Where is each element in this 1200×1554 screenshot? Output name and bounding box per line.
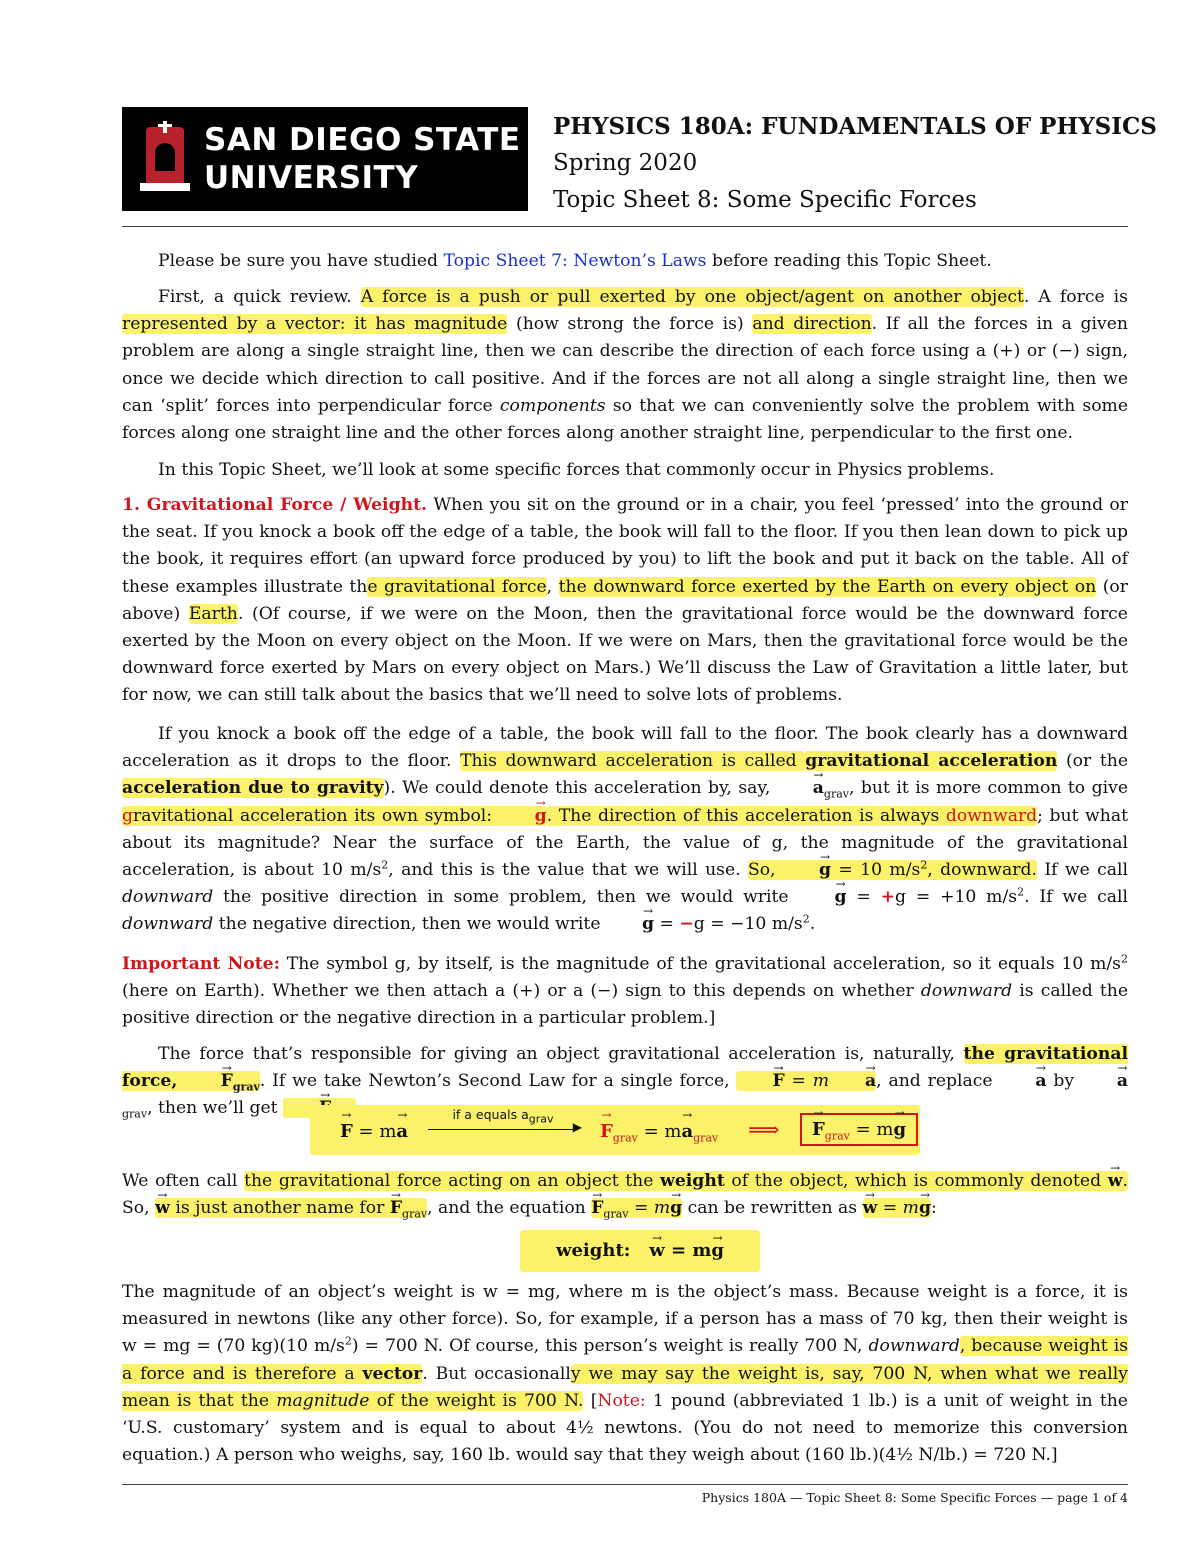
header-rule [122, 226, 1128, 227]
logo-line1: SAN DIEGO STATE [204, 122, 521, 158]
intro-paragraph-3: In this Topic Sheet, we’ll look at some specific forces that commonly occur in Physics problems. [158, 460, 995, 480]
university-logo [122, 107, 528, 211]
document-header [553, 108, 1157, 219]
section-gravitational-force: 1. Gravitational Force / Weight. When you sit on the ground or in a chair, you feel ‘pressed’ into the ground or the seat. If you knock a book off the edge of a table, the book will fall to the floor. If you then lean down to pick up the book, it requires effort (an upward force produced by you) to lift the book and put it back on the table. All of these examples illustrate the gravitational force, the downward force exerted by the Earth on every object on (or above) Earth. (Of course, if we were on the Moon, then the gravitational force would be the downward force exerted by the Moon on every object on the Moon. If we were on Mars, then the gravitational force would be the downward force exerted by Mars on every object on Mars.) We’ll discuss the Law of Gravitation a little later, but for now, we can still talk about the basics that we’ll need to solve lots of problems. [122, 495, 1128, 706]
gravitational-force-paragraph: The force that’s responsible for giving an object gravitational acceleration is, naturally, the gravitational force, → $F_{grav}$. If we take Newton’s Second Law for a single force, → F = m→ a, and replace → a by → $a_{grav}$, then we’ll get → [122, 1041, 1128, 1123]
important-note: Important Note: The symbol g, by itself, is the magnitude of the gravitational acceleration, so it equals 10 $m/s^2$ (here on Earth). Whether we then attach a (+) or a (−) sign to this depends on whether downward is called the positive direction or the negative direction in a particular problem.] [122, 952, 1129, 1029]
arrow-label: if a equals $a_{grav}$ [452, 1107, 554, 1126]
right-arrow-icon: ▶ [428, 1129, 578, 1130]
course-title: PHYSICS 180A: FUNDAMENTALS OF PHYSICS [553, 113, 1157, 140]
footer-rule [122, 1484, 1128, 1485]
equation-chain: → F = m→ a if a equals $a_{grav}$ ▶ → $F_{grav} = m\to a_{grav}$ ⟹ → $F_{grav} = m\to g$ [310, 1105, 920, 1155]
topic-sheet-7-link[interactable]: Topic Sheet 7: Newton’s Laws [443, 251, 707, 271]
bell-tower-seal-icon [140, 121, 190, 197]
weight-equation: weight: → w = m→ g [520, 1230, 760, 1272]
section-heading: 1. Gravitational Force / Weight. [122, 495, 428, 515]
logo-line2: UNIVERSITY [204, 160, 419, 196]
gravitational-acceleration-paragraph: If you knock a book off the edge of a table, the book will fall to the floor. The book clearly has a downward acceleration as it drops to the floor. This downward acceleration is called gravitational acceleration (or the acceleration due to gravity). We could denote this acceleration by, say, → $a_{grav}$, but it is more common to give gravitational acceleration its own symbol: → g. The direction of this acceleration is always downward; but what about its magnitude? Near the surface of the Earth, the value of g, the magnitude of the gravitational acceleration, is about 10 $m/s^2$, and this is the value that we will use. So, → g = 10 $m/s^2$, downward. If we call downward the positive direction in some problem, then we would write → g = +g = +10 $m/s^2$. If we call downward the negative direction, then we would write → g = −g = −10 $m/s^2$. [122, 721, 1128, 939]
boxed-result: → $F_{grav} = m\to g$ [800, 1113, 918, 1146]
weight-paragraph: We often call the gravitational force acting on an object the weight of the object, which is commonly denoted → w. So, → w is just another name for → $F_{grav}$, and the equation → $F_{grav} = m\to g$ can be rewritten as → w = m→ g: [122, 1168, 1128, 1222]
term: Spring 2020 [553, 150, 698, 176]
intro-paragraph-2: First, a quick review. A force is a push or pull exerted by one object/agent on another object. A force is represented by a vector: it has magnitude (how strong the force is) and direction. If all the forces in a given problem are along a single straight line, then we can describe the direction of each force using a (+) or (−) sign, once we decide which direction to call positive. And if the forces are not all along a single straight line, then we can ‘split’ forces into perpendicular force components so that we can conveniently solve the problem with some forces along one straight line and the other forces along another straight line, perpendicular to the first one. [122, 287, 1129, 444]
note-label: Important Note: [122, 954, 280, 974]
weight-magnitude-paragraph: The magnitude of an object’s weight is w = mg, where m is the object’s mass. Because weight is a force, it is measured in newtons (like any other force). So, for example, if a person has a mass of 70 kg, then their weight is w = mg = (70 kg)(10 $m/s^2) = 700$ N. Of course, this person’s weight is really 700 N, downward, because weight is a force and is therefore a vector. But occasionally we may say the weight is, say, 700 N, when what we really mean is that the magnitude of the weight is 700 N. [Note: 1 pound (abbreviated 1 lb.) is a unit of weight in the ‘U.S. customary’ system and is equal to about 4½ newtons. (You do not need to memorize this conversion equation.) A person who weighs, say, 160 lb. would say that they weigh about (160 lb.)(4½ N/lb.) = 720 N.] [122, 1282, 1129, 1466]
page-footer: Physics 180A — Topic Sheet 8: Some Specific Forces — page 1 of 4 [701, 1490, 1128, 1505]
implies-icon: ⟹ [748, 1118, 780, 1143]
sheet-title: Topic Sheet 8: Some Specific Forces [553, 187, 977, 213]
intro-paragraph-1: Please be sure you have studied Topic Sheet 7: Newton’s Laws before reading this Topic Sheet. [158, 251, 992, 271]
